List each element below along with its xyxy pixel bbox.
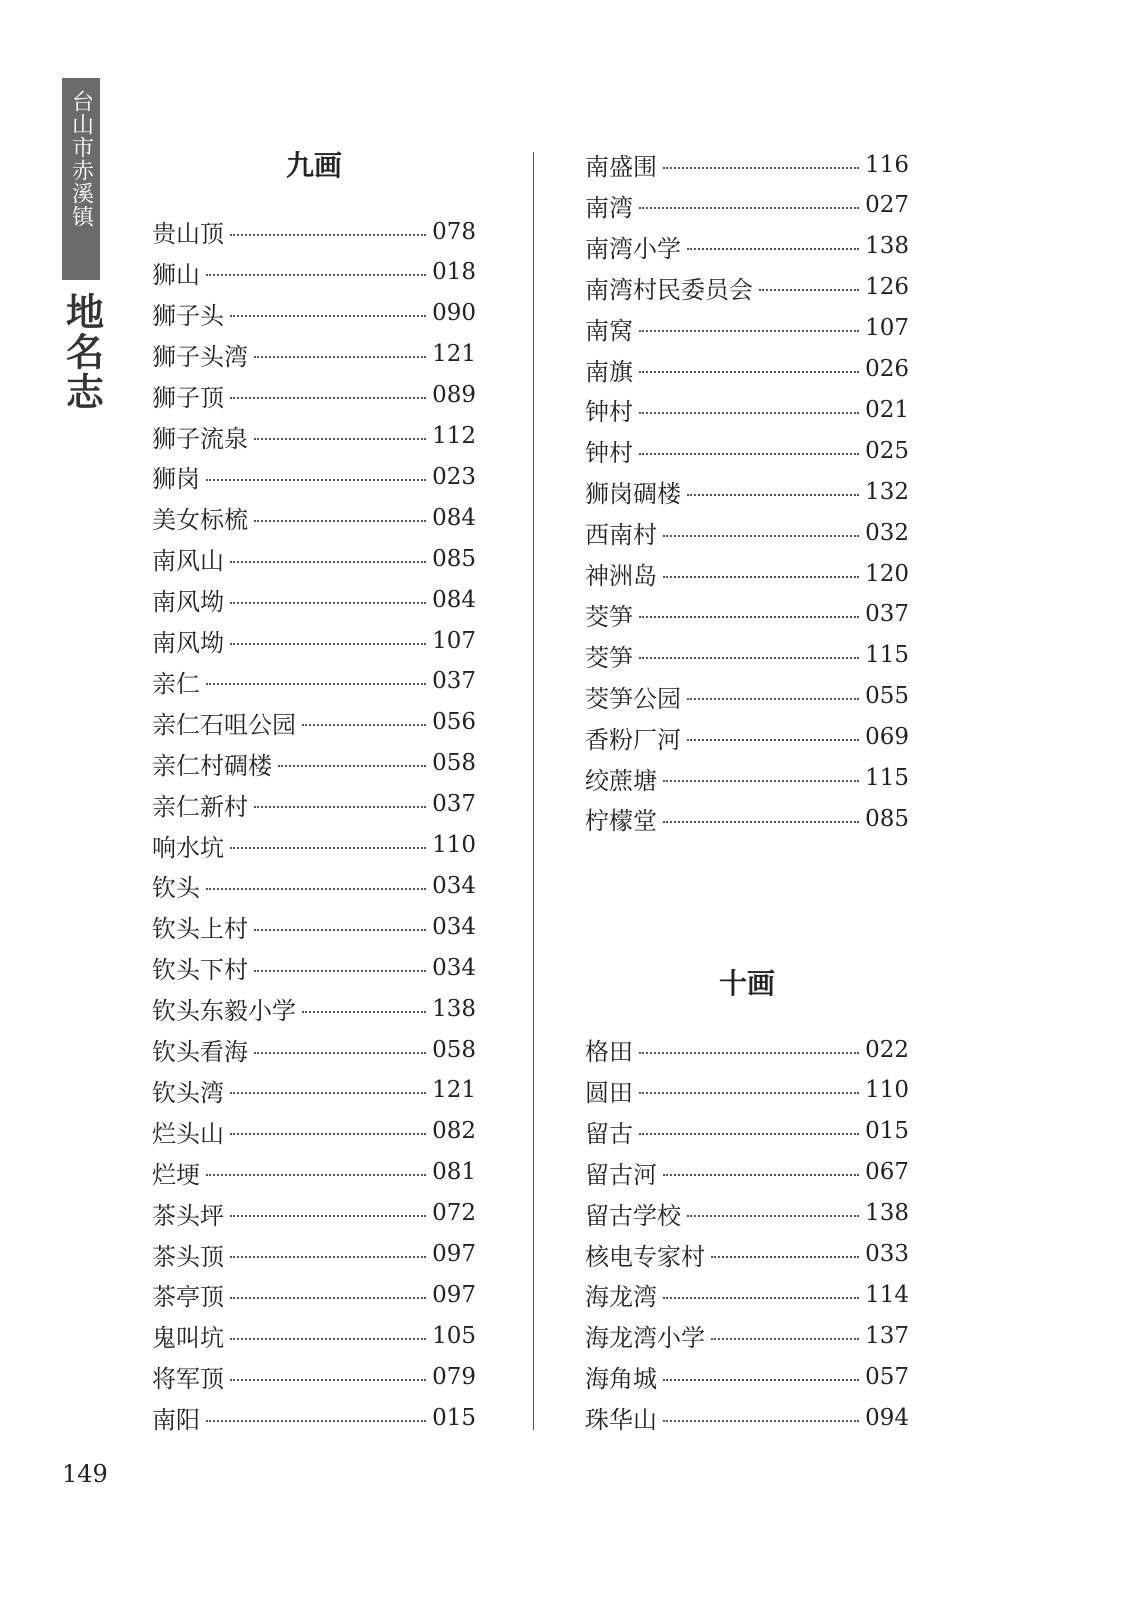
dot-leader xyxy=(663,1420,859,1422)
entry-name: 钟村 xyxy=(585,398,633,427)
index-entry xyxy=(152,1315,476,1356)
entry-page: 034 xyxy=(432,913,476,940)
dot-leader xyxy=(230,315,426,317)
entry-name: 将军顶 xyxy=(152,1365,224,1394)
dot-leader xyxy=(663,821,859,823)
index-entry xyxy=(152,620,476,661)
entry-name: 亲仁 xyxy=(152,669,200,698)
entry-page: 034 xyxy=(432,872,476,899)
dot-leader xyxy=(206,274,426,276)
entry-page: 126 xyxy=(865,274,909,301)
dot-leader xyxy=(687,494,859,496)
index-entry xyxy=(585,430,909,471)
book-subtitle-block xyxy=(59,292,104,412)
dot-leader xyxy=(206,888,426,890)
dot-leader xyxy=(254,806,426,808)
entry-name: 南风坳 xyxy=(152,629,224,657)
index-entry xyxy=(585,226,909,267)
index-entry xyxy=(585,1397,909,1438)
entry-name: 狮山 xyxy=(152,260,200,289)
index-entry xyxy=(585,594,909,635)
dot-leader xyxy=(639,1052,859,1054)
entry-name: 狮子头湾 xyxy=(152,342,248,371)
entry-page: 089 xyxy=(432,382,476,409)
dot-leader xyxy=(663,167,859,169)
entry-page: 138 xyxy=(865,233,909,260)
dot-leader xyxy=(230,1256,426,1258)
index-entry xyxy=(152,784,476,825)
index-entry xyxy=(152,293,476,334)
entry-name: 留古 xyxy=(585,1119,633,1148)
dot-leader xyxy=(663,1297,859,1299)
entry-name: 茭笋 xyxy=(585,643,633,672)
index-entry xyxy=(585,308,909,349)
dot-leader xyxy=(639,207,859,209)
dot-leader xyxy=(254,1052,426,1054)
index-entry xyxy=(152,906,476,947)
dot-leader xyxy=(759,289,859,291)
entry-name: 海龙湾小学 xyxy=(585,1324,705,1353)
entry-page: 085 xyxy=(432,545,476,572)
entry-page: 112 xyxy=(432,423,476,449)
entry-page: 058 xyxy=(432,1036,476,1063)
dot-leader xyxy=(230,1092,426,1094)
entry-page: 115 xyxy=(865,765,909,791)
section-heading-ten: 十画 xyxy=(718,967,775,1000)
index-entry xyxy=(152,456,476,497)
dot-leader xyxy=(230,1215,426,1217)
entry-page: 057 xyxy=(865,1363,909,1390)
entry-page: 056 xyxy=(432,709,476,736)
entry-name: 神洲岛 xyxy=(585,562,657,590)
dot-leader xyxy=(302,724,426,726)
entry-page: 084 xyxy=(432,586,476,613)
entry-page: 058 xyxy=(432,750,476,777)
entry-name: 烂埂 xyxy=(152,1160,200,1189)
dot-leader xyxy=(278,765,426,767)
dot-leader xyxy=(230,602,426,604)
entry-name: 钦头看海 xyxy=(152,1038,248,1066)
entry-page: 084 xyxy=(432,504,476,531)
index-entry xyxy=(585,1029,909,1070)
section-heading-nine: 九画 xyxy=(285,149,342,182)
entry-page: 037 xyxy=(432,668,476,695)
entry-name: 核电专家村 xyxy=(585,1242,705,1271)
index-entry xyxy=(585,1070,909,1111)
dot-leader xyxy=(230,1133,426,1135)
dot-leader xyxy=(639,412,859,414)
index-entry xyxy=(152,1111,476,1152)
entry-page: 097 xyxy=(432,1241,476,1267)
index-entry xyxy=(152,865,476,906)
index-entry xyxy=(585,1356,909,1397)
dot-leader xyxy=(639,371,859,373)
index-entry xyxy=(585,267,909,308)
entry-name: 茶头顶 xyxy=(152,1242,224,1271)
index-entry xyxy=(152,538,476,579)
index-entry xyxy=(585,185,909,226)
index-entry xyxy=(152,1274,476,1315)
entry-page: 069 xyxy=(865,724,909,751)
entry-name: 绞蔗塘 xyxy=(585,766,657,795)
dot-leader xyxy=(711,1256,859,1258)
entry-page: 079 xyxy=(432,1363,476,1390)
entry-page: 015 xyxy=(865,1118,909,1145)
index-entry xyxy=(152,211,476,252)
index-entry xyxy=(585,512,909,553)
index-entry xyxy=(585,798,909,839)
entry-page: 055 xyxy=(865,683,909,710)
entry-page: 027 xyxy=(865,192,909,219)
entry-page: 107 xyxy=(865,315,909,342)
index-entry xyxy=(585,389,909,430)
dot-leader xyxy=(711,1338,859,1340)
entry-name: 美女标梳 xyxy=(152,506,248,535)
entry-name: 留古学校 xyxy=(585,1201,681,1230)
entry-page: 105 xyxy=(432,1322,476,1349)
entry-page: 138 xyxy=(432,995,476,1022)
entry-page: 015 xyxy=(432,1404,476,1431)
entry-page: 032 xyxy=(865,519,909,546)
entry-name: 西南村 xyxy=(585,521,657,550)
entry-name: 狮岗碉楼 xyxy=(585,480,681,509)
entry-page: 097 xyxy=(432,1281,476,1308)
index-entry xyxy=(152,988,476,1029)
entry-page: 132 xyxy=(865,478,909,505)
page-number: 149 xyxy=(62,1460,108,1488)
entry-page: 082 xyxy=(432,1118,476,1145)
entry-name: 南风坳 xyxy=(152,588,224,617)
entry-page: 018 xyxy=(432,259,476,286)
entry-page: 034 xyxy=(432,954,476,981)
dot-leader xyxy=(230,561,426,563)
entry-page: 094 xyxy=(865,1404,909,1431)
entry-name: 烂头山 xyxy=(152,1119,224,1148)
entry-page: 081 xyxy=(432,1159,476,1186)
index-entry xyxy=(152,743,476,784)
index-entry xyxy=(585,1274,909,1315)
entry-name: 响水坑 xyxy=(152,833,224,862)
entry-name: 圆田 xyxy=(585,1078,633,1107)
entry-name: 海龙湾 xyxy=(585,1283,657,1312)
index-entry xyxy=(152,1070,476,1111)
entry-name: 钦头东毅小学 xyxy=(152,997,296,1026)
dot-leader xyxy=(230,1379,426,1381)
entry-name: 钦头湾 xyxy=(152,1078,224,1107)
dot-leader xyxy=(230,847,426,849)
entry-page: 107 xyxy=(432,627,476,654)
entry-page: 026 xyxy=(865,356,909,382)
entry-page: 037 xyxy=(432,791,476,818)
index-entry xyxy=(152,702,476,743)
book-title: 台山市赤溪镇 xyxy=(68,90,94,228)
entry-name: 亲仁石咀公园 xyxy=(152,710,296,739)
index-entry xyxy=(152,1193,476,1234)
book-subtitle: 地名志 xyxy=(59,292,104,412)
entry-name: 茶头坪 xyxy=(152,1201,224,1230)
entry-name: 钦头 xyxy=(152,874,200,903)
entry-page: 137 xyxy=(865,1322,909,1349)
dot-leader xyxy=(663,535,859,537)
dot-leader xyxy=(254,970,426,972)
entry-name: 茶亭顶 xyxy=(152,1283,224,1312)
entry-page: 033 xyxy=(865,1241,909,1267)
dot-leader xyxy=(639,616,859,618)
entry-name: 南旗 xyxy=(585,357,633,386)
dot-leader xyxy=(687,248,859,250)
entry-page: 110 xyxy=(865,1077,909,1104)
dot-leader xyxy=(639,1092,859,1094)
entry-page: 067 xyxy=(865,1159,909,1186)
dot-leader xyxy=(206,479,426,481)
entry-page: 110 xyxy=(432,832,476,858)
dot-leader xyxy=(254,520,426,522)
index-entry xyxy=(152,1152,476,1193)
index-entry xyxy=(152,1397,476,1438)
entry-name: 茭笋 xyxy=(585,602,633,631)
index-entry xyxy=(152,1234,476,1275)
index-entry xyxy=(585,1152,909,1193)
index-entry xyxy=(152,825,476,866)
entry-name: 狮子流泉 xyxy=(152,424,248,453)
index-entry xyxy=(585,349,909,390)
dot-leader xyxy=(687,698,859,700)
entry-name: 茭笋公园 xyxy=(585,684,681,713)
entry-name: 南窝 xyxy=(585,316,633,345)
dot-leader xyxy=(639,330,859,332)
entry-page: 037 xyxy=(865,601,909,628)
entry-name: 南阳 xyxy=(152,1406,200,1435)
dot-leader xyxy=(254,356,426,358)
entry-name: 香粉厂河 xyxy=(585,725,681,754)
index-entry xyxy=(585,758,909,799)
entry-page: 025 xyxy=(865,437,909,464)
dot-leader xyxy=(663,1379,859,1381)
entry-name: 柠檬堂 xyxy=(585,807,657,836)
entry-name: 南湾小学 xyxy=(585,234,681,263)
entry-name: 贵山顶 xyxy=(152,220,224,248)
dot-leader xyxy=(230,397,426,399)
entry-page: 021 xyxy=(865,396,909,423)
entry-page: 114 xyxy=(865,1281,909,1308)
entry-name: 狮子顶 xyxy=(152,383,224,412)
index-entry xyxy=(152,1356,476,1397)
index-entry xyxy=(152,375,476,416)
dot-leader xyxy=(663,1174,859,1176)
entry-name: 钦头下村 xyxy=(152,956,248,985)
index-entry xyxy=(152,661,476,702)
entry-name: 格田 xyxy=(585,1038,633,1066)
entry-name: 钦头上村 xyxy=(152,915,248,944)
index-entry xyxy=(585,676,909,717)
entry-name: 钟村 xyxy=(585,439,633,468)
entry-page: 072 xyxy=(432,1200,476,1227)
dot-leader xyxy=(206,1174,426,1176)
dot-leader xyxy=(687,1215,859,1217)
index-entry xyxy=(152,1029,476,1070)
dot-leader xyxy=(206,683,426,685)
dot-leader xyxy=(663,576,859,578)
index-entry xyxy=(152,416,476,457)
entry-page: 115 xyxy=(865,642,909,669)
dot-leader xyxy=(230,1338,426,1340)
entry-name: 狮岗 xyxy=(152,465,200,494)
index-entry xyxy=(152,334,476,375)
entry-name: 亲仁新村 xyxy=(152,792,248,821)
entry-name: 狮子头 xyxy=(152,301,224,330)
entry-name: 珠华山 xyxy=(585,1406,657,1435)
index-entry xyxy=(585,144,909,185)
dot-leader xyxy=(230,643,426,645)
entry-page: 078 xyxy=(432,218,476,245)
entry-name: 亲仁村碉楼 xyxy=(152,751,272,780)
entry-name: 海角城 xyxy=(585,1365,657,1394)
index-entry xyxy=(152,252,476,293)
index-entry xyxy=(585,1193,909,1234)
book-title-tab xyxy=(62,78,100,280)
index-entry xyxy=(585,1234,909,1275)
dot-leader xyxy=(230,1297,426,1299)
dot-leader xyxy=(254,438,426,440)
dot-leader xyxy=(254,929,426,931)
dot-leader xyxy=(639,453,859,455)
entry-name: 南盛围 xyxy=(585,153,657,181)
entry-page: 022 xyxy=(865,1036,909,1063)
dot-leader xyxy=(206,1420,426,1422)
dot-leader xyxy=(687,739,859,741)
index-entry xyxy=(585,553,909,594)
dot-leader xyxy=(639,1133,859,1135)
entry-page: 023 xyxy=(432,463,476,490)
dot-leader xyxy=(639,657,859,659)
index-entry xyxy=(585,717,909,758)
entry-page: 085 xyxy=(865,805,909,832)
entry-page: 121 xyxy=(432,341,476,368)
index-entry xyxy=(152,947,476,988)
dot-leader xyxy=(302,1011,426,1013)
column-divider xyxy=(533,152,534,1430)
entry-name: 留古河 xyxy=(585,1160,657,1189)
entry-page: 120 xyxy=(865,560,909,587)
entry-name: 鬼叫坑 xyxy=(152,1324,224,1353)
entry-name: 南湾村民委员会 xyxy=(585,275,753,304)
index-entry xyxy=(585,471,909,512)
entry-page: 121 xyxy=(432,1077,476,1104)
dot-leader xyxy=(230,234,426,236)
index-entry xyxy=(585,1111,909,1152)
index-entry xyxy=(152,497,476,538)
index-entry xyxy=(585,1315,909,1356)
entry-page: 090 xyxy=(432,300,476,327)
index-entry xyxy=(152,579,476,620)
entry-page: 138 xyxy=(865,1200,909,1227)
dot-leader xyxy=(663,780,859,782)
entry-name: 南风山 xyxy=(152,547,224,576)
index-entry xyxy=(585,635,909,676)
entry-page: 116 xyxy=(865,151,909,178)
entry-name: 南湾 xyxy=(585,193,633,222)
